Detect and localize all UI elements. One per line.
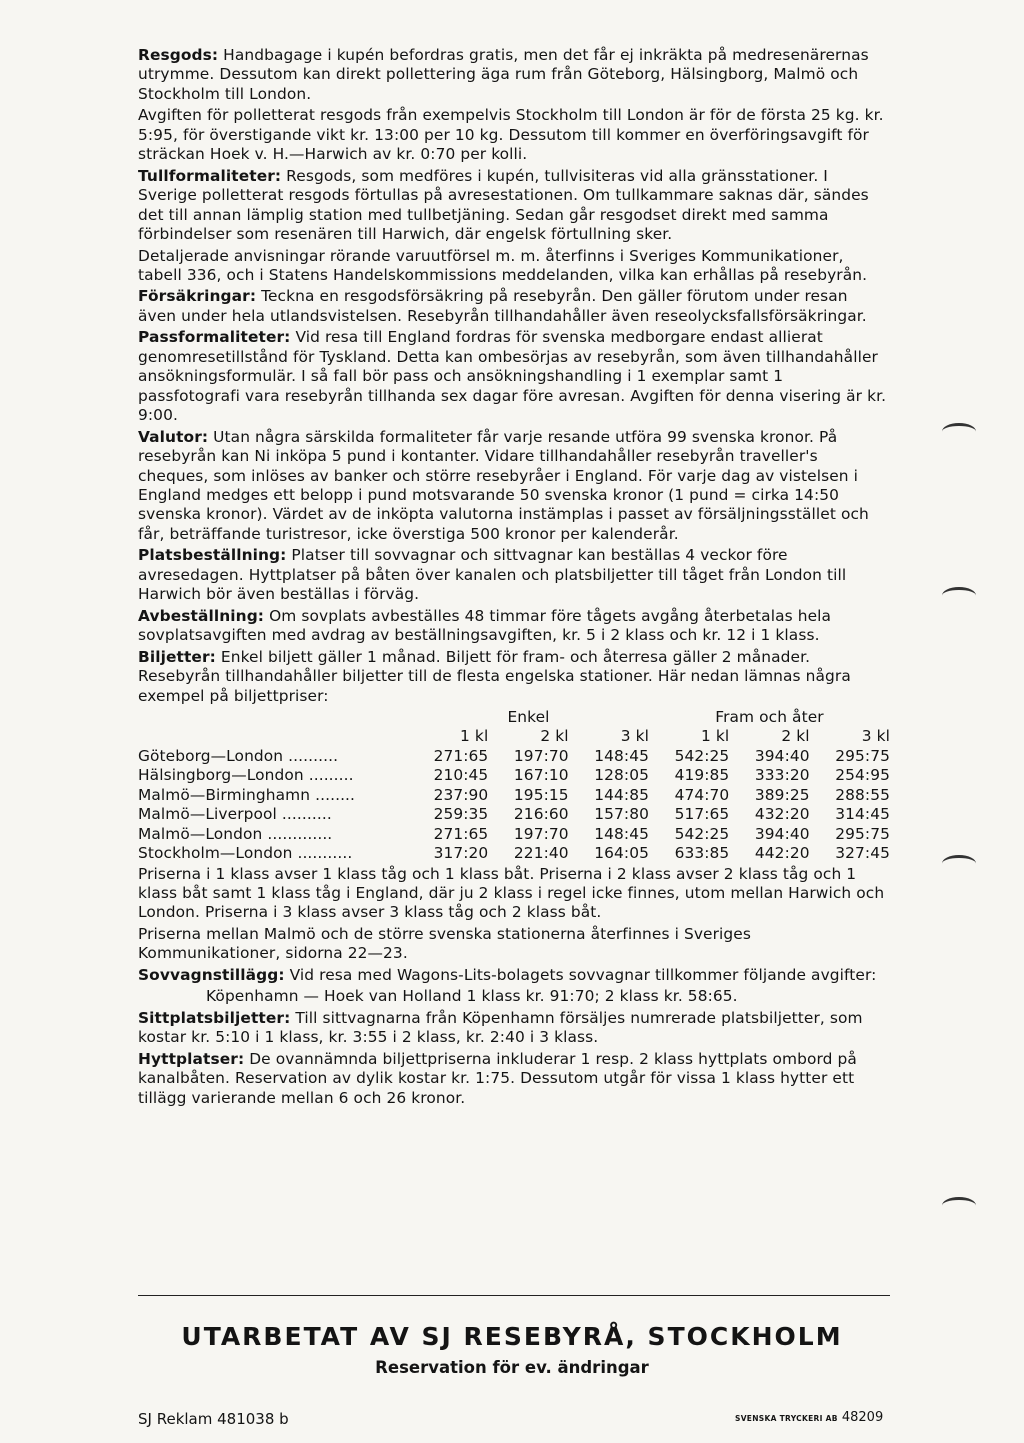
route-name: Hälsingborg—London <box>138 766 304 785</box>
price-cell: 394:40 <box>754 824 810 843</box>
section-price-notes <box>138 865 890 923</box>
table-row <box>138 786 890 805</box>
section-text: De ovannämnda biljettpriserna inkluderar 1 resp. 2 klass hyttplats ombord på kanalbåten. Reservation av dylik kostar kr. 1:75. Dessutom utgår för vissa 1 klass hytter ett tillägg varierande mellan 6 och 26 kronor. <box>138 1049 857 1107</box>
leader-dots: .......... <box>276 805 332 824</box>
section-heading: Passformaliteter: <box>138 328 291 347</box>
printer-imprint <box>735 1410 883 1425</box>
price-cell: 148:45 <box>594 746 649 765</box>
section-passformaliteter <box>138 328 890 425</box>
section-resgods-fee <box>138 106 890 164</box>
section-platsbestallning <box>138 546 890 604</box>
section-text: Om sovplats avbeställes 48 timmar före tågets avgång återbetalas hela sovplatsavgiften med avdrag av beställningsavgiften, kr. 5 i 2 klass och kr. 12 i 1 klass. <box>138 606 832 645</box>
price-cell: 542:25 <box>674 824 730 843</box>
binder-hole-mark <box>942 587 976 604</box>
price-cell: 474:70 <box>674 785 730 804</box>
group-single: Enkel <box>507 707 550 726</box>
section-forsakringar <box>138 287 890 326</box>
price-cell: 327:45 <box>835 844 890 863</box>
section-heading: Biljetter: <box>138 647 216 666</box>
route-name: Malmö—Birminghamn <box>138 785 311 804</box>
price-cell: 419:85 <box>674 766 730 785</box>
leader-dots: ............. <box>262 824 333 843</box>
section-heading: Resgods: <box>138 46 219 64</box>
leader-dots: ........... <box>292 844 353 863</box>
section-heading: Tullformaliteter: <box>138 166 282 185</box>
binder-hole-mark <box>942 855 976 872</box>
section-text: Teckna en resgodsförsäkring på resebyrån. Den gäller förutom under resan även under hela utlandsvistelsen. Resebyrån tillhandahåller även reseolycksfallsförsäkringar. <box>138 287 867 325</box>
price-cell: 128:05 <box>594 766 649 785</box>
printer-name: SVENSKA TRYCKERI AB <box>735 1414 838 1423</box>
price-cell: 317:20 <box>433 844 489 863</box>
section-text: Till sittvagnarna från Köpenhamn försäljes numrerade platsbiljetter, som kostar kr. 5:10 i 1 klass, kr. 3:55 i 2 klass, kr. 2:40 i 3 klass. <box>138 1008 863 1047</box>
section-price-reference <box>138 925 890 964</box>
price-cell: 542:25 <box>674 746 730 765</box>
class-header: 2 kl <box>781 727 810 746</box>
section-text: Detaljerade anvisningar rörande varuutförsel m. m. återfinns i Sveriges Kommunikationer, tabell 336, och i Statens Handelskommissions meddelanden, vilka kan erhållas på resebyrån. <box>138 246 868 284</box>
price-cell: 333:20 <box>754 766 810 785</box>
class-header: 3 kl <box>620 727 649 746</box>
section-text: Priserna i 1 klass avser 1 klass tåg och 1 klass båt. Priserna i 2 klass avser 2 klass tåg och 1 klass båt samt 1 klass tåg i England, där ju 2 klass i regel icke finnes, utom mellan Harwich och London. Priserna i 3 klass avser 3 klass tåg och 2 klass båt. <box>138 864 885 922</box>
section-avbestallning <box>138 607 890 646</box>
price-cell: 432:20 <box>754 805 810 824</box>
section-heading: Valutor: <box>138 427 209 446</box>
table-row <box>138 825 890 844</box>
section-heading: Platsbeställning: <box>138 546 287 565</box>
price-cell: 144:85 <box>594 785 649 804</box>
footer-subtitle: Reservation för ev. ändringar <box>375 1358 649 1377</box>
section-resgods <box>138 46 890 104</box>
route-name: Stockholm—London <box>138 844 293 863</box>
section-heading: Sovvagnstillägg: <box>138 965 285 984</box>
class-header: 3 kl <box>861 727 890 746</box>
section-text: Enkel biljett gäller 1 månad. Biljett för fram- och återresa gäller 2 månader. Resebyrån tillhandahåller biljetter till de flesta engelska stationer. Här nedan lämnas några exempel på biljettpriser: <box>138 647 851 705</box>
price-cell: 167:10 <box>513 766 569 785</box>
section-text: Utan några särskilda formaliteter får varje resande utföra 99 svenska kronor. På resebyrån kan Ni inköpa 5 pund i kontanter. Vidare tillhandahåller resebyrån traveller's cheques, som inlöses av banker och större resebyråer i England. För varje dag av vistelsen i England medges ett belopp i pund motsvarande 50 svenska kronor (1 pund = cirka 14:50 svenska kronor). Värdet av de inköpta valutorna instämplas i passet av försäljningsstället och får, beträffande turistresor, icke överstiga 500 kronor per kalenderår. <box>138 427 869 543</box>
price-cell: 197:70 <box>513 824 569 843</box>
table-row <box>138 805 890 824</box>
price-table-class-header <box>138 727 890 746</box>
section-hyttplatser <box>138 1050 890 1108</box>
price-cell: 210:45 <box>433 766 489 785</box>
section-text: Vid resa med Wagons-Lits-bolagets sovvagnar tillkommer följande avgifter: <box>284 965 877 984</box>
price-cell: 271:65 <box>433 824 489 843</box>
class-header: 2 kl <box>540 727 569 746</box>
leader-dots: ........ <box>310 785 356 804</box>
section-heading: Sittplatsbiljetter: <box>138 1008 291 1027</box>
price-table <box>138 708 890 864</box>
footer-title: UTARBETAT AV SJ RESEBYRÅ, STOCKHOLM <box>181 1322 843 1351</box>
section-text: Avgiften för polletterat resgods från exempelvis Stockholm till London är för de första 25 kg. kr. 5:95, för överstigande vikt kr. 13:00 per 10 kg. Dessutom till kommer en överföringsavgift för sträckan Hoek v. H.—Harwich av kr. 0:70 per kolli. <box>138 106 884 164</box>
section-text: Handbagage i kupén befordras gratis, men det får ej inkräkta på medresenärernas utrymme. Dessutom kan direkt pollettering äga rum från Göteborg, Hälsingborg, Malmö och Stockholm till London. <box>138 46 869 103</box>
price-cell: 288:55 <box>835 785 890 804</box>
section-detaljerade <box>138 247 890 286</box>
price-cell: 295:75 <box>835 824 890 843</box>
price-cell: 314:45 <box>835 805 890 824</box>
section-heading: Försäkringar: <box>138 287 257 306</box>
price-cell: 633:85 <box>674 844 730 863</box>
section-heading: Avbeställning: <box>138 606 265 625</box>
section-text: Resgods, som medföres i kupén, tullvisiteras vid alla gränsstationer. I Sverige polletterat resgods förtullas på avresestationen. Om tullkammare saknas där, sändes det till annan lämplig station med tullbetjäning. Sedan går resgodset direkt med samma förbindelser som resenären till Harwich, där engelsk förtullning sker. <box>138 166 869 244</box>
leader-dots: .......... <box>283 746 339 765</box>
section-text: Vid resa till England fordras för svenska medborgare endast allierat genomresetillstånd för Tyskland. Detta kan ombesörjas av resebyrån, som även tillhandahåller ansökningsformulär. I så fall bör pass och ansökningshandling i 1 exemplar samt 1 passfotografi vara resebyrån tillhanda sex dagar före avresan. Avgiften för denna visering är kr. 9:00. <box>138 328 887 425</box>
table-row <box>138 844 890 863</box>
route-name: Göteborg—London <box>138 746 284 765</box>
section-text: Platser till sovvagnar och sittvagnar kan beställas 4 veckor före avresedagen. Hyttplatser på båten över kanalen och platsbiljetter till tåget från London till Harwich bör även beställas i förväg. <box>138 546 847 604</box>
price-cell: 271:65 <box>433 746 489 765</box>
section-sovvagnstillagg <box>138 966 890 985</box>
price-cell: 148:45 <box>594 824 649 843</box>
price-cell: 394:40 <box>754 746 810 765</box>
sovvagn-price-line: Köpenhamn — Hoek van Holland 1 klass kr. 91:70; 2 klass kr. 58:65. <box>206 987 738 1006</box>
section-heading: Hyttplatser: <box>138 1049 245 1068</box>
price-cell: 237:90 <box>433 785 489 804</box>
printer-number: 48209 <box>841 1410 884 1425</box>
table-row <box>138 747 890 766</box>
section-tullformaliteter <box>138 167 890 245</box>
price-cell: 442:20 <box>754 844 810 863</box>
price-cell: 216:60 <box>513 805 569 824</box>
price-cell: 197:70 <box>513 746 569 765</box>
binder-hole-mark <box>942 1197 976 1214</box>
print-code: SJ Reklam 481038 b <box>138 1410 289 1428</box>
price-cell: 295:75 <box>835 746 890 765</box>
route-name: Malmö—Liverpool <box>138 805 277 824</box>
class-header: 1 kl <box>460 727 489 746</box>
section-text: Priserna mellan Malmö och de större svenska stationerna återfinnes i Sveriges Kommunikationer, sidorna 22—23. <box>138 924 751 963</box>
price-cell: 389:25 <box>754 785 810 804</box>
class-header: 1 kl <box>701 727 730 746</box>
document-body <box>138 46 890 1110</box>
binder-hole-mark <box>942 423 976 440</box>
price-cell: 221:40 <box>513 844 569 863</box>
price-cell: 157:80 <box>594 805 649 824</box>
section-biljetter <box>138 648 890 706</box>
price-table-group-header <box>138 708 890 727</box>
leader-dots: ......... <box>303 766 354 785</box>
price-cell: 254:95 <box>835 766 890 785</box>
section-valutor <box>138 428 890 545</box>
group-return: Fram och åter <box>715 707 824 726</box>
table-row <box>138 766 890 785</box>
section-sittplatsbiljetter <box>138 1009 890 1048</box>
price-cell: 195:15 <box>513 785 569 804</box>
footer-divider <box>138 1295 890 1296</box>
price-cell: 164:05 <box>594 844 649 863</box>
price-cell: 517:65 <box>674 805 730 824</box>
price-cell: 259:35 <box>433 805 489 824</box>
route-name: Malmö—London <box>138 824 263 843</box>
